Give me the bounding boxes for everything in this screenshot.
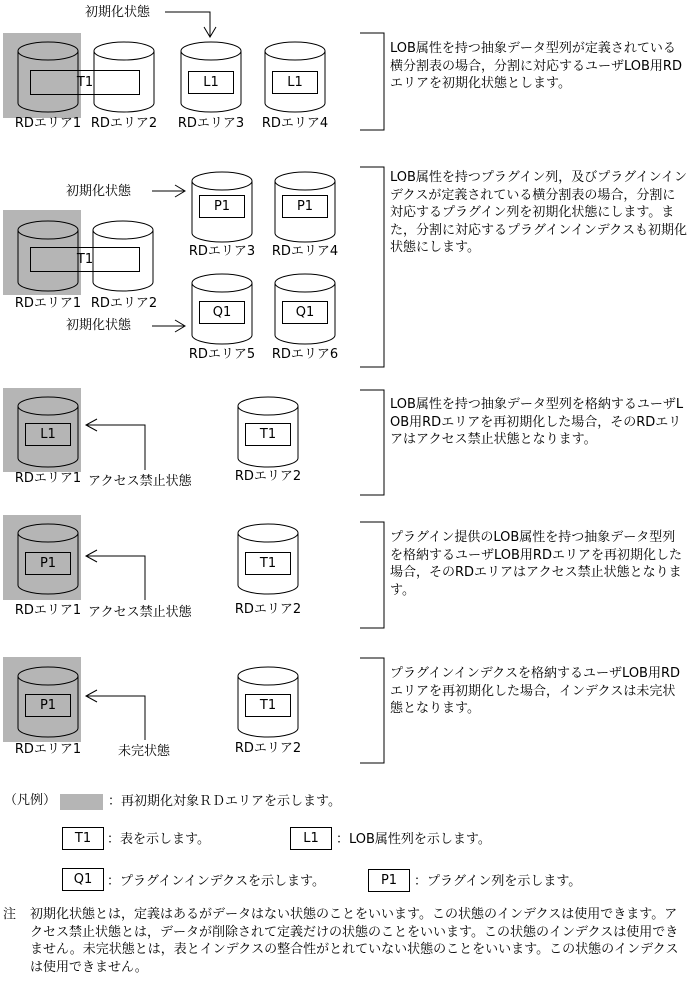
state-label: アクセス禁止状態 xyxy=(88,474,192,489)
arrow-right-to-rdarea5 xyxy=(152,320,185,332)
tag-box: L1 xyxy=(25,423,71,446)
legend-text: ：表を示します。 xyxy=(107,832,210,847)
span-tag-box: T1 xyxy=(30,70,140,95)
arrow-left-access-forbidden-1 xyxy=(86,419,145,470)
area-label: RDエリア1 xyxy=(14,742,82,757)
state-label: 初期化状態 xyxy=(66,318,132,333)
arrow-down-to-rdarea3 xyxy=(165,12,216,37)
tag-box: T1 xyxy=(245,694,291,717)
state-label: アクセス禁止状態 xyxy=(88,605,192,620)
area-label: RDエリア2 xyxy=(234,469,302,484)
tag-box: P1 xyxy=(25,552,71,575)
description-text: LOB属性を持つプラグイン列，及びプラグインインデクスが定義されている横分割表の場合，分割に対応するプラグイン列を初期化状態にします。また，分割に対応するプラグインインデクスも初期化状態にします。 xyxy=(390,170,688,255)
bracket xyxy=(360,658,384,763)
area-label: RDエリア1 xyxy=(14,471,82,486)
area-label: RDエリア3 xyxy=(177,116,245,131)
arrow-left-access-forbidden-2 xyxy=(86,550,145,600)
state-label: 初期化状態 xyxy=(85,5,151,20)
span-tag-box: T1 xyxy=(30,247,140,272)
description-text: プラグイン提供のLOB属性を持つ抽象データ型列を格納するユーザLOB用RDエリアを再初期化した場合，そのRDエリアはアクセス禁止状態となります。 xyxy=(390,530,682,598)
area-label: RDエリア6 xyxy=(271,347,339,362)
legend-text: ：プラグイン列を示します。 xyxy=(414,874,582,889)
legend-text: ：プラグインインデクスを示します。 xyxy=(107,874,326,889)
note-text: 初期化状態とは，定義はあるがデータはない状態のことをいいます。この状態のインデクスは使用できます。アクセス禁止状態とは，データが削除されて定義だけの状態のことをいいます。この状態のインデクスは使用できません。未完状態とは，表とインデクスの整合性がとれていない状態のことをいいます。この状態のインデクスは使用できません。 xyxy=(30,907,679,975)
legend-tag-box: L1 xyxy=(290,827,332,850)
arrow-left-incomplete xyxy=(86,690,145,740)
legend-swatch-rect xyxy=(60,794,103,810)
legend-title: （凡例） xyxy=(4,793,57,808)
bracket xyxy=(360,33,384,130)
tag-box: P1 xyxy=(25,694,71,717)
description-text: LOB属性を持つ抽象データ型列が定義されている横分割表の場合，分割に対応するユーザLOB用RDエリアを初期化状態とします。 xyxy=(390,41,682,91)
legend-tag-box: P1 xyxy=(368,869,410,892)
area-label: RDエリア2 xyxy=(90,296,158,311)
bracket xyxy=(360,522,384,628)
note-marker: 注 xyxy=(3,907,17,922)
highlight-rects xyxy=(3,33,81,742)
area-label: RDエリア1 xyxy=(14,603,82,618)
tag-box: P1 xyxy=(282,195,328,218)
legend-swatch xyxy=(60,794,103,810)
area-label: RDエリア2 xyxy=(90,116,158,131)
arrow-right-to-rdarea3 xyxy=(152,185,185,197)
area-label: RDエリア2 xyxy=(234,741,302,756)
area-label: RDエリア4 xyxy=(271,244,339,259)
tag-box: Q1 xyxy=(199,301,245,324)
area-label: RDエリア4 xyxy=(261,116,329,131)
area-label: RDエリア3 xyxy=(188,244,256,259)
legend-tag-box: T1 xyxy=(62,827,104,850)
tag-box: P1 xyxy=(199,195,245,218)
bracket xyxy=(360,167,384,367)
description-text: プラグインインデクスを格納するユーザLOB用RDエリアを再初期化した場合，インデクスは未完状態となります。 xyxy=(390,666,681,716)
tag-box: Q1 xyxy=(282,301,328,324)
tag-box: T1 xyxy=(245,552,291,575)
state-label: 未完状態 xyxy=(118,744,171,759)
area-label: RDエリア1 xyxy=(14,296,82,311)
legend-tag-box: Q1 xyxy=(62,868,104,891)
state-label: 初期化状態 xyxy=(66,184,132,199)
legend-text: ：再初期化対象ＲＤエリアを示します。 xyxy=(108,794,341,809)
area-label: RDエリア5 xyxy=(188,347,256,362)
legend-text: ：LOB属性列を示します。 xyxy=(336,832,491,847)
area-label: RDエリア2 xyxy=(234,602,302,617)
tag-box: T1 xyxy=(245,423,291,446)
area-label: RDエリア1 xyxy=(14,116,82,131)
bracket xyxy=(360,390,384,495)
tag-box: L1 xyxy=(188,71,234,94)
description-text: LOB属性を持つ抽象データ型列を格納するユーザLOB用RDエリアを再初期化した場合，そのRDエリアはアクセス禁止状態となります。 xyxy=(390,397,684,447)
tag-box: L1 xyxy=(272,71,318,94)
